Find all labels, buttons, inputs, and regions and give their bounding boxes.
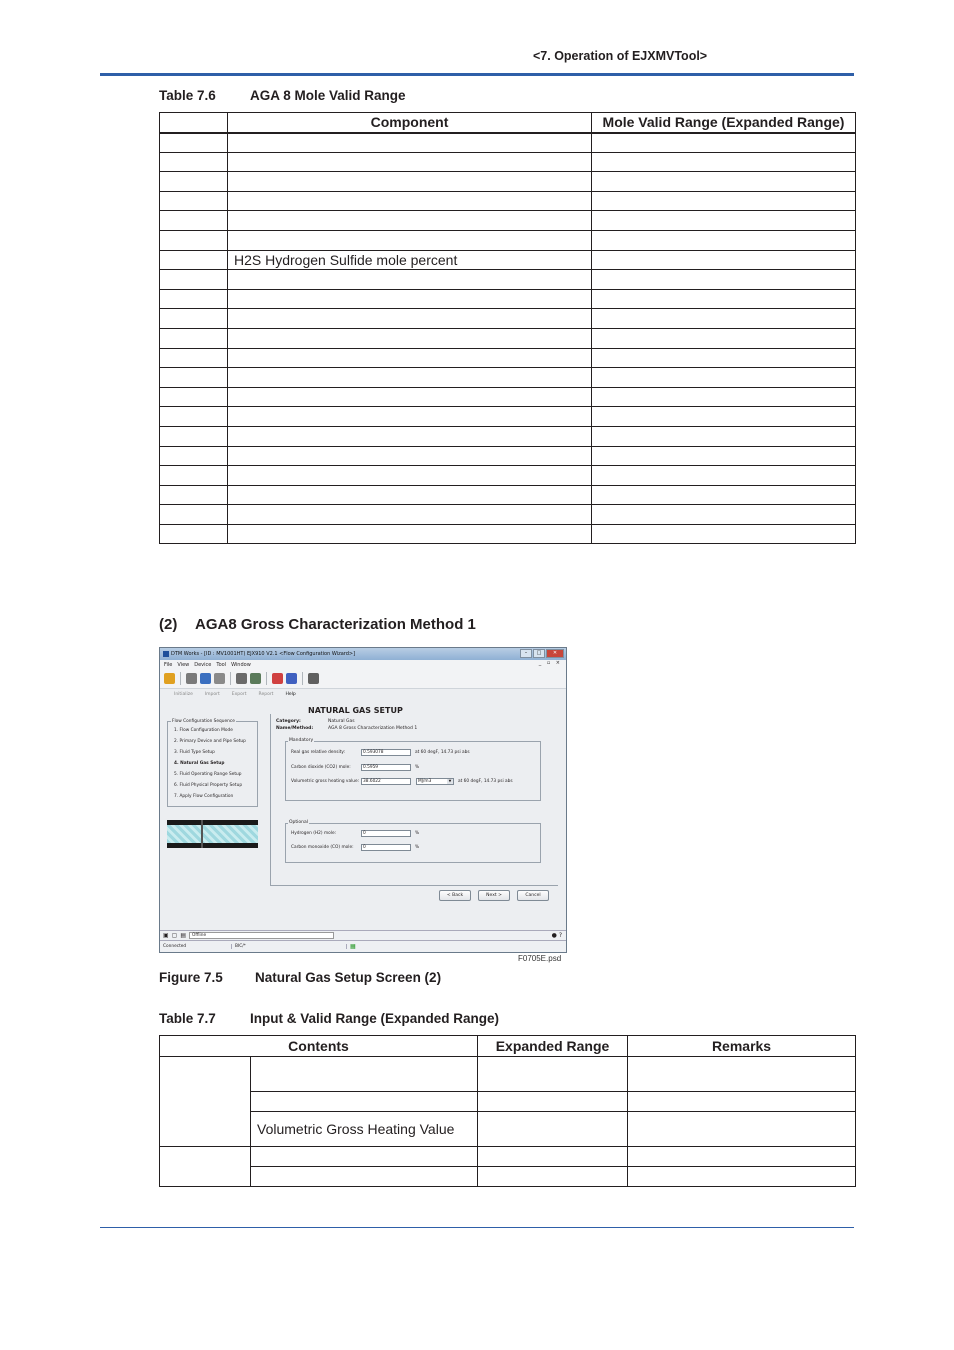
sequence-step[interactable]: 7. Apply Flow Configuration (174, 794, 234, 799)
co-mole-row (291, 844, 419, 851)
table-7-7-caption (159, 1011, 499, 1026)
optional-group (285, 823, 541, 863)
table-row (160, 348, 856, 368)
initialize-icon[interactable] (186, 673, 197, 684)
table-cell (251, 1092, 478, 1112)
footer-rule (100, 1227, 854, 1228)
table-cell (228, 505, 592, 525)
table-cell (160, 466, 228, 486)
subsection-heading (159, 616, 476, 633)
ribbon-report[interactable]: Report (258, 691, 274, 697)
table-cell: H2S Hydrogen Sulfide mole percent (228, 250, 592, 270)
table-title: Input & Valid Range (Expanded Range) (250, 1011, 500, 1026)
category-label: Category: (276, 719, 301, 724)
table-cell (228, 133, 592, 153)
table-cell (160, 407, 228, 427)
download-icon[interactable] (250, 673, 261, 684)
table-cell (592, 309, 856, 329)
table-row (160, 466, 856, 486)
co2-mole-label: Carbon dioxide (CO2) mole: (291, 765, 351, 770)
table-header-row (160, 113, 856, 133)
table-cell (160, 426, 228, 446)
ribbon-initialize[interactable]: Initialize (174, 691, 193, 697)
menu-window[interactable]: Window (231, 661, 251, 668)
optional-legend: Optional (289, 820, 309, 825)
table-cell (160, 250, 228, 270)
table-row (160, 230, 856, 250)
sequence-step[interactable]: 3. Fluid Type Setup (174, 750, 215, 755)
table-row (160, 191, 856, 211)
input-valid-range-table (159, 1035, 856, 1187)
table-cell (228, 466, 592, 486)
table-row (160, 368, 856, 388)
upload-icon[interactable] (236, 673, 247, 684)
wizard-title: NATURAL GAS SETUP (308, 706, 403, 715)
menu-device[interactable]: Device (194, 661, 212, 668)
close-icon[interactable]: ✕ (546, 649, 564, 658)
table-cell (228, 426, 592, 446)
table-cell (160, 191, 228, 211)
table-cell (228, 289, 592, 309)
ribbon-help[interactable]: Help (285, 691, 296, 697)
category-value: Natural Gas (328, 719, 355, 724)
co2-mole-input[interactable]: 0.5959 (361, 764, 411, 771)
table-cell (160, 172, 228, 192)
table-cell (228, 328, 592, 348)
table-cell (592, 446, 856, 466)
table-row (160, 250, 856, 270)
table-cell (160, 270, 228, 290)
h2-mole-row (291, 830, 419, 837)
table-cell (592, 524, 856, 544)
co-mole-label: Carbon monoxide (CO) mole: (291, 845, 354, 850)
mandatory-legend: Mandatory (289, 738, 314, 743)
table-cell (478, 1057, 628, 1092)
table-cell (251, 1147, 478, 1167)
h2-mole-label: Hydrogen (H2) mole: (291, 831, 337, 836)
toolbar-separator (180, 672, 181, 685)
monitor-icon: ▢ (171, 932, 178, 939)
table-header-cell (160, 113, 228, 133)
window-controls (520, 649, 564, 658)
sequence-step[interactable]: 5. Fluid Operating Range Setup (174, 772, 242, 777)
subsection-title: AGA8 Gross Characterization Method 1 (195, 616, 476, 633)
ribbon-labels (160, 689, 566, 699)
connect-icon[interactable] (164, 673, 175, 684)
pipe-illustration (167, 820, 258, 848)
table-cell (228, 368, 592, 388)
table-cell (160, 505, 228, 525)
relative-density-label: Real gas relative density: (291, 750, 346, 755)
table-cell (160, 1147, 251, 1187)
table-cell (228, 211, 592, 231)
table-row (160, 309, 856, 329)
table-7-6-caption (159, 88, 406, 103)
table-row (160, 505, 856, 525)
table-cell (478, 1167, 628, 1187)
table-cell (628, 1092, 856, 1112)
table-cell (592, 172, 856, 192)
category-row (276, 719, 355, 724)
relative-density-row (291, 749, 470, 756)
table-cell (592, 328, 856, 348)
toolbar-separator (266, 672, 267, 685)
table-cell (592, 426, 856, 446)
export-icon[interactable] (214, 673, 225, 684)
table-cell (592, 387, 856, 407)
header-remarks: Remarks (628, 1036, 856, 1057)
table-cell (592, 230, 856, 250)
table-cell (228, 485, 592, 505)
report-icon[interactable] (272, 673, 283, 684)
running-header: <7. Operation of EJXMVTool> (533, 49, 708, 63)
file-label: F0705E.psd (518, 954, 562, 963)
table-header-row (160, 1036, 856, 1057)
maximize-icon[interactable]: □ (533, 649, 545, 658)
figure-title: Natural Gas Setup Screen (2) (255, 970, 442, 985)
table-cell (160, 387, 228, 407)
table-cell (160, 309, 228, 329)
connection-status-bar (160, 940, 567, 952)
table-row (160, 387, 856, 407)
heating-value-row (291, 778, 513, 785)
minimize-icon[interactable]: – (520, 649, 532, 658)
table-number: Table 7.6 (159, 88, 216, 103)
table-cell (478, 1147, 628, 1167)
table-row (160, 172, 856, 192)
toolbar-separator (302, 672, 303, 685)
table-row (160, 1057, 856, 1092)
co-mole-unit: % (415, 845, 420, 850)
header-rule (100, 73, 854, 76)
figure-number: Figure 7.5 (159, 970, 223, 985)
connected-status: Connected (160, 944, 232, 949)
heating-unit-select[interactable] (416, 778, 454, 785)
co2-mole-row (291, 764, 419, 771)
cancel-button[interactable]: Cancel (517, 890, 549, 901)
method-value: AGA 8 Gross Characterization Method 1 (328, 726, 418, 731)
table-cell (251, 1167, 478, 1187)
table-cell (160, 133, 228, 153)
sequence-step[interactable]: 6. Fluid Physical Property Setup (174, 783, 243, 788)
table-cell (228, 446, 592, 466)
app-icon (163, 651, 169, 657)
table-cell (628, 1112, 856, 1147)
sequence-step-current[interactable]: 4. Natural Gas Setup (174, 761, 225, 766)
table-cell (228, 309, 592, 329)
table-row (160, 1112, 856, 1147)
table-cell (160, 348, 228, 368)
back-button[interactable]: < Back (439, 890, 471, 901)
table-row (160, 328, 856, 348)
chevron-down-icon[interactable]: ▼ (448, 779, 452, 783)
next-button[interactable]: Next > (478, 890, 510, 901)
table-row (160, 1092, 856, 1112)
header-expanded-range: Expanded Range (478, 1036, 628, 1057)
table-cell (228, 152, 592, 172)
table-cell (160, 1057, 251, 1147)
toolbar-separator (230, 672, 231, 685)
table-cell (592, 466, 856, 486)
table-cell (592, 152, 856, 172)
co2-mole-unit: % (415, 765, 420, 770)
table-cell (251, 1057, 478, 1092)
method-label: Name/Method: (276, 726, 314, 731)
h2-mole-input[interactable]: 0 (361, 830, 411, 837)
natural-gas-setup-screenshot (159, 647, 567, 953)
table-cell (160, 485, 228, 505)
table-cell (160, 152, 228, 172)
table-cell (592, 211, 856, 231)
menu-bar (160, 660, 566, 669)
toolbar (160, 669, 566, 689)
table-row (160, 524, 856, 544)
table-number: Table 7.7 (159, 1011, 216, 1026)
mode-status: BIC/* (232, 944, 347, 949)
device-icon: ▣ (163, 932, 169, 939)
relative-density-input[interactable]: 0.593078 (361, 749, 411, 756)
table-cell (592, 407, 856, 427)
table-cell (592, 191, 856, 211)
volumetric-heating-value-cell: Volumetric Gross Heating Value (251, 1112, 478, 1147)
heating-value-input[interactable]: 38.6022 (361, 778, 411, 785)
heating-value-label: Volumetric gross heating value: (291, 779, 360, 784)
refresh-icon[interactable] (286, 673, 297, 684)
menu-tool[interactable]: Tool (216, 661, 227, 668)
table-row (160, 426, 856, 446)
table-row (160, 1147, 856, 1167)
method-row (276, 726, 417, 731)
device-status-bar (160, 930, 567, 940)
sequence-list (174, 728, 246, 805)
table-row (160, 211, 856, 231)
sequence-legend: Flow Configuration Sequence (172, 719, 235, 724)
window-title: DTM Works - [ID : MV1001HT) EJX910 V2.1 <Flow Configuration Wizard>] (171, 651, 356, 657)
table-cell (228, 524, 592, 544)
table-cell (228, 387, 592, 407)
flange-graphic (201, 820, 203, 848)
table-cell (228, 407, 592, 427)
table-cell (592, 485, 856, 505)
network-icon: ▦ (350, 943, 356, 950)
table-cell (160, 524, 228, 544)
ribbon-import[interactable]: Import (204, 691, 220, 697)
fluid-graphic (167, 825, 258, 843)
table-cell (478, 1092, 628, 1112)
subsection-number: (2) (159, 616, 178, 633)
table-cell (160, 328, 228, 348)
menu-file[interactable]: File (164, 661, 173, 668)
table-header-cell: Mole Valid Range (Expanded Range) (592, 113, 856, 133)
table-row (160, 1167, 856, 1187)
import-icon[interactable] (200, 673, 211, 684)
table-cell (628, 1057, 856, 1092)
table-cell (592, 133, 856, 153)
table-row (160, 446, 856, 466)
table-cell (592, 289, 856, 309)
table-cell (160, 368, 228, 388)
table-row (160, 270, 856, 290)
table-cell (228, 191, 592, 211)
table-row (160, 133, 856, 153)
table-cell (160, 446, 228, 466)
print-icon[interactable] (308, 673, 319, 684)
mdi-controls-icon[interactable]: _ ▫ × (538, 660, 562, 666)
table-cell (228, 172, 592, 192)
table-row (160, 485, 856, 505)
co-mole-input[interactable]: 0 (361, 844, 411, 851)
relative-density-suffix: at 60 degF, 14.73 psi abs (415, 750, 470, 755)
table-cell (592, 348, 856, 368)
table-cell (160, 289, 228, 309)
window-titlebar (160, 648, 566, 660)
table-cell (160, 211, 228, 231)
table-cell (160, 230, 228, 250)
table-row (160, 152, 856, 172)
offline-status: Offline (189, 932, 334, 939)
table-cell (228, 270, 592, 290)
figure-caption (159, 970, 441, 985)
sequence-step[interactable]: 2. Primary Device and Pipe Setup (174, 739, 246, 744)
heating-unit-value: MJ/m3 (418, 779, 432, 784)
menu-view[interactable]: View (177, 661, 190, 668)
table-row (160, 289, 856, 309)
table-cell (628, 1167, 856, 1187)
sequence-step[interactable]: 1. Flow Configuration Mode (174, 728, 233, 733)
heating-value-suffix: at 60 degF, 14.73 psi abs (458, 779, 513, 784)
table-cell (592, 270, 856, 290)
help-icon[interactable]: ● ? (551, 932, 562, 939)
aga8-mole-range-table (159, 112, 856, 544)
h2-mole-unit: % (415, 831, 420, 836)
table-row (160, 407, 856, 427)
table-cell (228, 348, 592, 368)
table-cell (592, 368, 856, 388)
ribbon-export[interactable]: Export (231, 691, 247, 697)
sequence-box (167, 721, 258, 807)
table-cell (228, 230, 592, 250)
table-cell (592, 250, 856, 270)
table-header-cell: Component (228, 113, 592, 133)
table-cell (628, 1147, 856, 1167)
table-cell (592, 505, 856, 525)
table-cell (478, 1112, 628, 1147)
id-icon: ▤ (180, 932, 187, 939)
header-contents: Contents (160, 1036, 478, 1057)
table-title: AGA 8 Mole Valid Range (250, 88, 406, 103)
